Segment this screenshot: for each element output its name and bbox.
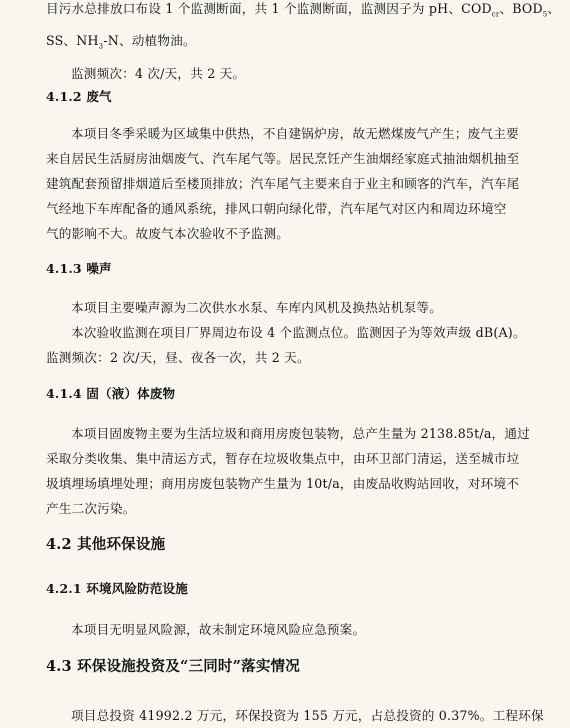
paragraph-line: 采取分类收集、集中清运方式，暂存在垃圾收集点中，由环卫部门清运，送至城市垃	[46, 451, 520, 466]
paragraph-line: 来自居民生活厨房油烟废气、汽车尾气等。居民烹饪产生油烟经家庭式抽油烟机抽至	[46, 151, 520, 166]
paragraph-line: 气经地下车库配备的通风系统，排风口朝向绿化带，汽车尾气对区内和周边环境空	[46, 201, 507, 216]
paragraph-line: 气的影响不大。故废气本次验收不予监测。	[46, 226, 290, 241]
paragraph-line: 本项目冬季采暖为区域集中供热，不自建锅炉房，故无燃煤废气产生；废气主要	[71, 126, 519, 141]
water-monitoring-section	[46, 0, 560, 86]
section-heading-4-1-2	[46, 84, 112, 109]
paragraph-line: 本项目固废物主要为生活垃圾和商用房废包装物，总产生量为 2138.85t/a，通过	[71, 426, 530, 441]
heading: 4.3 环保设施投资及“三同时”落实情况	[46, 658, 300, 675]
section-heading-4-3	[46, 653, 300, 681]
paragraph-line: 建筑配套预留排烟道后至楼顶排放；汽车尾气主要来自于业主和顾客的汽车，汽车尾	[46, 176, 520, 191]
paragraph-line: 监测频次：2 次/天，昼、夜各一次，共 2 天。	[46, 350, 310, 365]
investment-paragraph	[46, 703, 544, 728]
heading: 4.1.3 噪声	[46, 261, 112, 276]
exhaust-gas-paragraph	[46, 121, 519, 246]
paragraph-line: 本项目无明显风险源，故未制定环境风险应急预案。	[71, 622, 366, 637]
paragraph-line: SS、$NH_3-N$、动植物油。	[46, 32, 196, 51]
subscript: 5	[542, 10, 548, 19]
paragraph-line: 圾填埋场填埋处理；商用房废包装物产生量为 10t/a，由废品收购站回收，对环境不	[46, 476, 520, 491]
subscript: 3	[98, 42, 104, 51]
paragraph-line: 本次验收监测在项目厂界周边布设 4 个监测点位。监测因子为等效声级 dB(A)。	[71, 325, 526, 340]
heading: 4.1.4 固（液）体废物	[46, 386, 176, 401]
section-heading-4-1-3	[46, 256, 112, 281]
noise-paragraph	[46, 295, 526, 370]
paragraph-line: 目污水总排放口布设 1 个监测断面，共 1 个监测断面，监测因子为 pH、$COD_{cr}$、$BOD_5$、	[46, 1, 561, 19]
paragraph-line: 产生二次污染。	[46, 501, 136, 516]
paragraph-line: 项目总投资 41992.2 万元，环保投资为 155 万元，占总投资的 0.37%。工程环保	[71, 708, 544, 723]
heading: 4.2.1 环境风险防范设施	[46, 581, 188, 596]
solid-waste-paragraph	[46, 421, 530, 521]
heading: 4.1.2 废气	[46, 89, 112, 104]
section-heading-4-2-1	[46, 576, 188, 601]
paragraph-line: 监测频次：4 次/天，共 2 天。	[71, 66, 246, 82]
subscript: cr	[491, 10, 500, 19]
section-heading-4-1-4	[46, 381, 175, 406]
risk-paragraph	[46, 617, 365, 642]
paragraph-line: 本项目主要噪声源为二次供水水泵、车库内风机及换热站机泵等。	[71, 300, 443, 315]
section-heading-4-2	[46, 531, 165, 559]
heading: 4.2 其他环保设施	[46, 536, 166, 553]
